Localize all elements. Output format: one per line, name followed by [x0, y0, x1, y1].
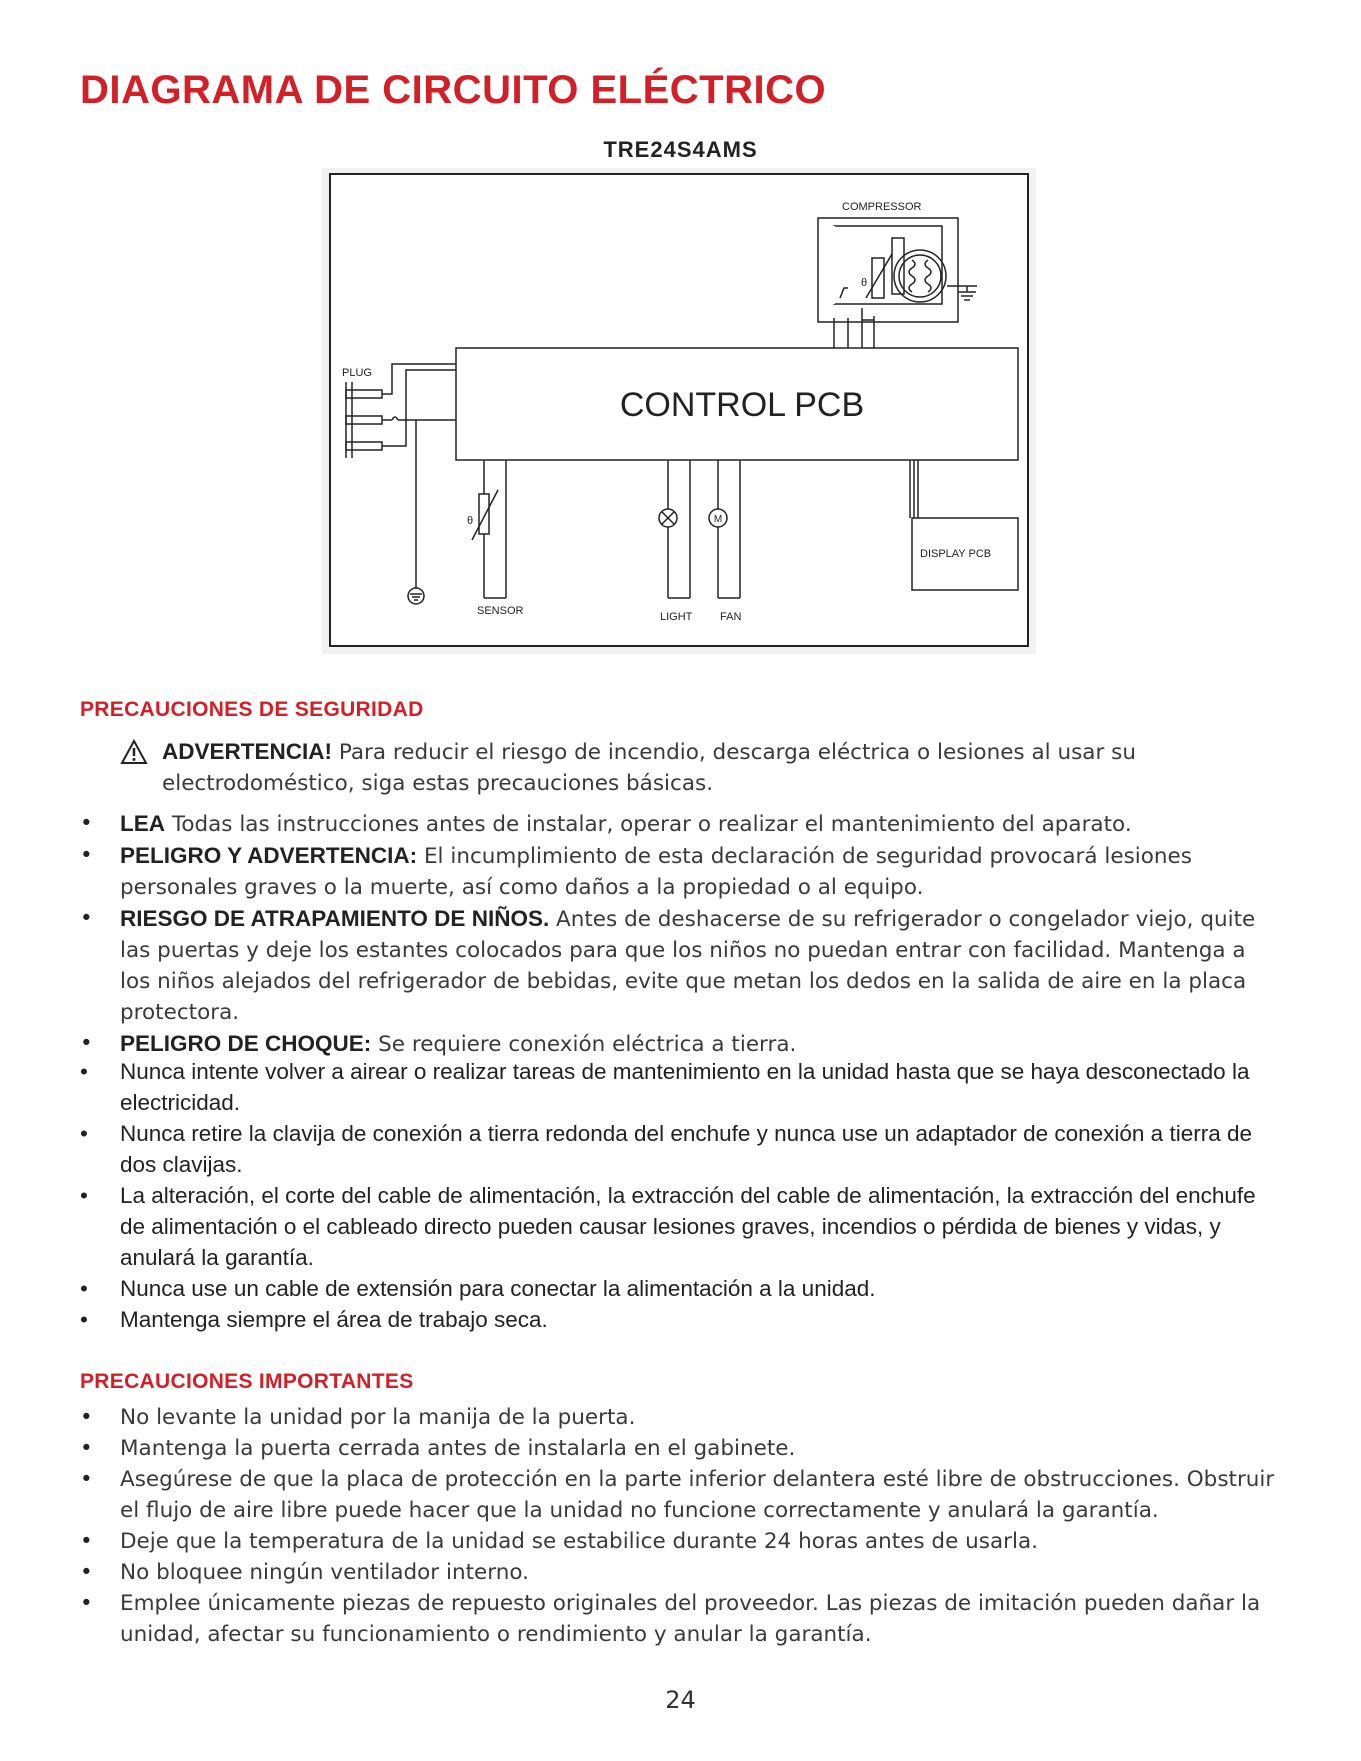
light-label: LIGHT: [660, 611, 693, 623]
plug-label: PLUG: [342, 367, 372, 379]
safety-list: [80, 808, 1280, 1060]
item-lead: LEA: [120, 811, 165, 836]
list-item: • Mantenga siempre el área de trabajo seca.: [80, 1304, 1280, 1335]
item-lead: RIESGO DE ATRAPAMIENTO DE NIÑOS.: [120, 906, 550, 931]
model-number: TRE24S4AMS: [603, 137, 758, 162]
list-item: [80, 840, 1280, 903]
warning-lead: ADVERTENCIA!: [162, 739, 333, 764]
compressor-label: COMPRESSOR: [842, 201, 922, 213]
list-item: • Mantenga la puerta cerrada antes de instalarla en el gabinete.: [80, 1433, 1280, 1464]
list-item: [80, 903, 1280, 1028]
list-item: • Nunca retire la clavija de conexión a tierra redonda del enchufe y nunca use un adaptador de conexión a tierra de dos clavijas.: [80, 1118, 1280, 1180]
list-item: • La alteración, el corte del cable de alimentación, la extracción del cable de alimentación, la extracción del enchufe de alimentación o el cableado directo pueden causar lesiones graves, incendios o pérdida de bienes y vidas, y anulará la garantía.: [80, 1180, 1280, 1273]
fan-label: FAN: [720, 611, 742, 623]
fan-motor-letter: M: [713, 514, 723, 525]
page-number: 24: [665, 1686, 696, 1714]
thermistor-symbol: θ: [861, 277, 868, 289]
important-heading: PRECAUCIONES IMPORTANTES: [80, 1370, 414, 1393]
list-item: • Deje que la temperatura de la unidad se estabilice durante 24 horas antes de usarla.: [80, 1526, 1280, 1557]
list-item: • Emplee únicamente piezas de repuesto originales del proveedor. Las piezas de imitación pueden dañar la unidad, afectar su funcionamiento o rendimiento y anular la garantía.: [80, 1588, 1280, 1650]
warning-triangle-icon: [120, 739, 148, 765]
list-item: • No bloquee ningún ventilador interno.: [80, 1557, 1280, 1588]
list-item: • Asegúrese de que la placa de protección en la parte inferior delantera esté libre de obstrucciones. Obstruir el flujo de aire libre puede hacer que la unidad no funcione correctamente y anulará la garantía.: [80, 1464, 1280, 1526]
warning-text: Para reducir el riesgo de incendio, descarga eléctrica o lesiones al usar su electrodoméstico, siga estas precauciones básicas.: [162, 740, 1136, 796]
list-item: [80, 808, 1280, 840]
item-text: Todas las instrucciones antes de instalar, operar o realizar el mantenimiento del aparato.: [165, 812, 1132, 837]
item-text: Antes de deshacerse de su refrigerador o congelador viejo, quite las puertas y deje los estantes colocados para que los niños no puedan entrar con facilidad. Mantenga a los niños alejados del refrigerador de bebidas, evite que metan los dedos en la salida de aire en la placa protectora.: [120, 907, 1256, 1025]
list-item: • Nunca intente volver a airear o realizar tareas de mantenimiento en la unidad hasta que se haya desconectado la electricidad.: [80, 1056, 1280, 1118]
item-text: Se requiere conexión eléctrica a tierra.: [371, 1032, 797, 1057]
item-lead: PELIGRO Y ADVERTENCIA:: [120, 843, 418, 868]
important-list: [80, 1402, 1280, 1650]
safety-list-2: [80, 1056, 1280, 1335]
control-pcb-label: CONTROL PCB: [619, 386, 865, 424]
item-lead: PELIGRO DE CHOQUE:: [120, 1031, 372, 1056]
page-title: DIAGRAMA DE CIRCUITO ELÉCTRICO: [80, 68, 827, 112]
safety-heading: PRECAUCIONES DE SEGURIDAD: [80, 698, 424, 721]
item-text: El incumplimiento de esta declaración de seguridad provocará lesiones personales graves o la muerte, así como daños a la propiedad o al equipo.: [120, 844, 1192, 900]
list-item: • No levante la unidad por la manija de la puerta.: [80, 1402, 1280, 1433]
warning-block: [120, 736, 1280, 799]
display-pcb-label: DISPLAY PCB: [920, 548, 992, 560]
list-item: • Nunca use un cable de extensión para conectar la alimentación a la unidad.: [80, 1273, 1280, 1304]
sensor-thermistor-symbol: θ: [467, 515, 474, 527]
sensor-label: SENSOR: [477, 605, 524, 617]
circuit-diagram: [322, 168, 1036, 654]
